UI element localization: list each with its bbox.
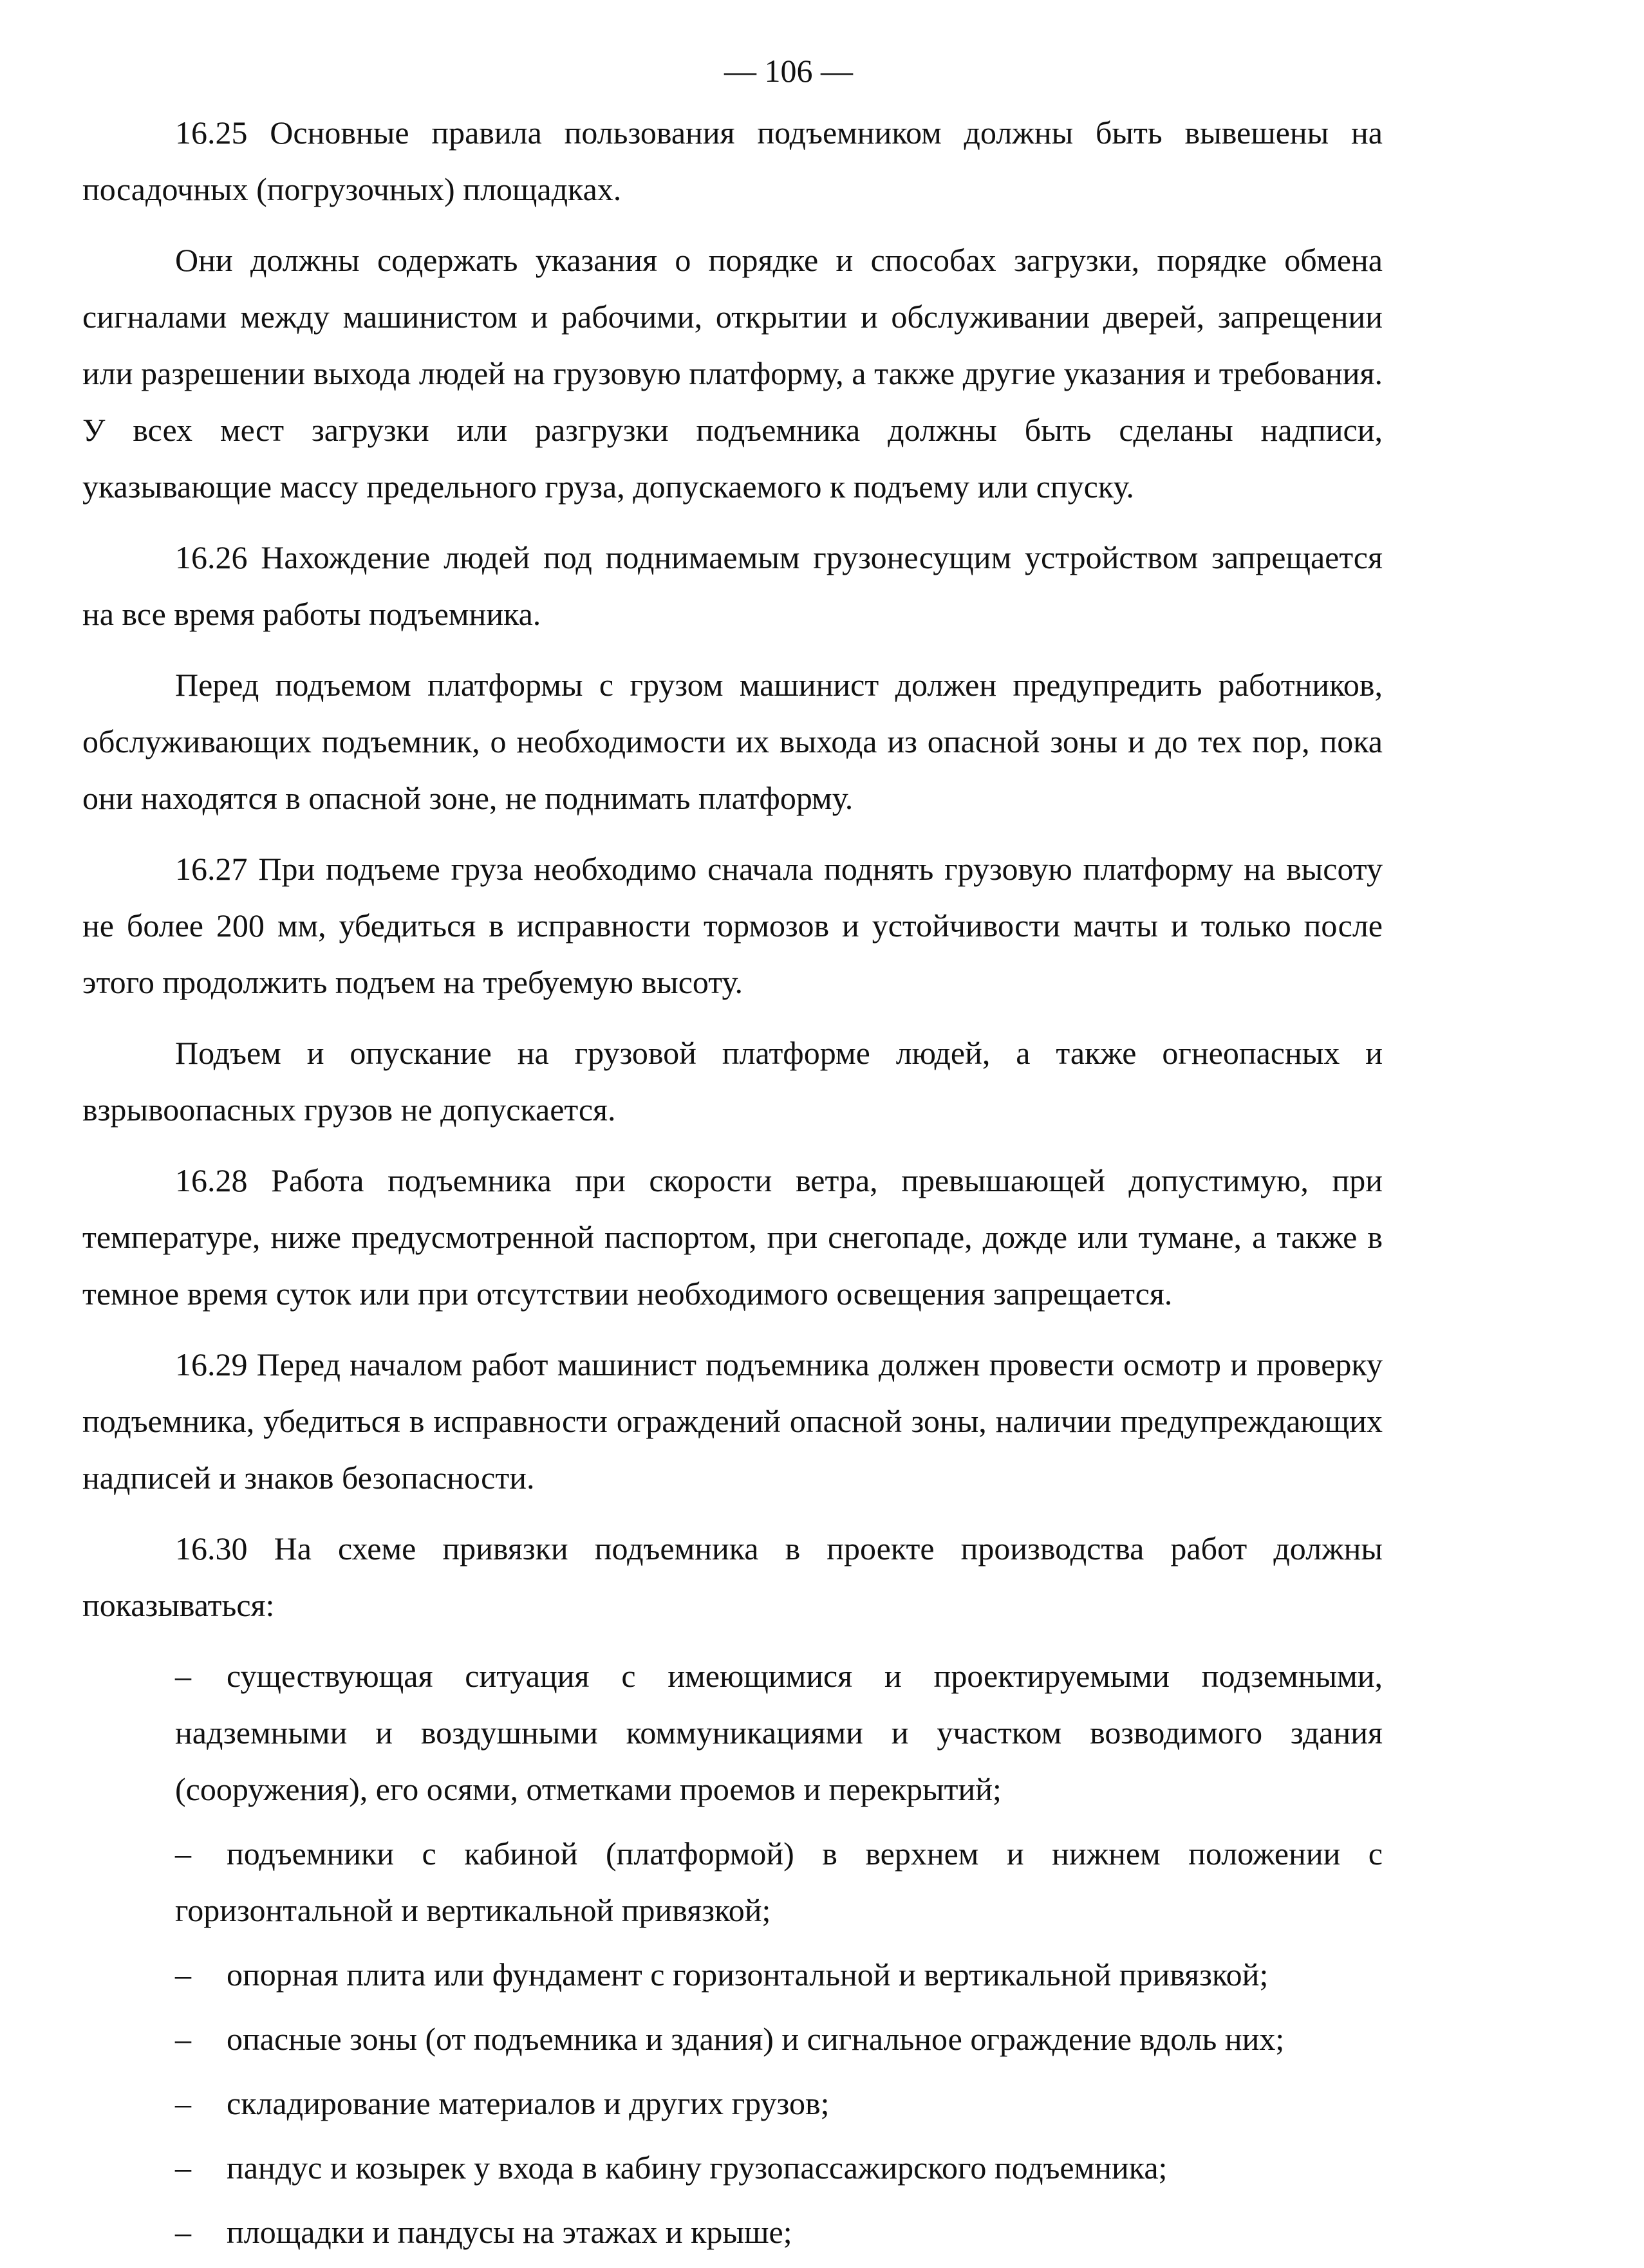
page-number: — 106 — bbox=[724, 53, 853, 89]
list-dash: – bbox=[175, 2214, 191, 2250]
list-item-text: опасные зоны (от подъемника и здания) и сигнальное ограждение вдоль них; bbox=[227, 2021, 1285, 2057]
list-item bbox=[82, 1946, 1383, 2003]
paragraph-warning-workers: Перед подъемом платформы с грузом машинист должен предупредить работников, обслуживающих подъемник, о необходимости их выхода из опасной зоны и до тех пор, пока они находятся в опасной зоне, не поднимать платформу. bbox=[82, 667, 1383, 816]
paragraph-16-25: 16.25 Основные правила пользования подъемником должны быть вывешены на посадочных (погрузочных) площадках. bbox=[82, 115, 1383, 207]
list-dash: – bbox=[175, 2150, 191, 2186]
paragraph-people-transport: Подъем и опускание на грузовой платформе людей, а также огнеопасных и взрывоопасных грузов не допускается. bbox=[82, 1035, 1383, 1128]
list-item-text: площадки и пандусы на этажах и крыше; bbox=[227, 2214, 792, 2250]
paragraph-16-30: 16.30 На схеме привязки подъемника в проекте производства работ должны показываться: bbox=[82, 1530, 1383, 1623]
list-item-text: опорная плита или фундамент с горизонтальной и вертикальной привязкой; bbox=[227, 1957, 1269, 1993]
paragraph-instructions: Они должны содержать указания о порядке и способах загрузки, порядке обмена сигналами между машинистом и рабочими, открытии и обслуживании дверей, запрещении или разрешении выхода людей на грузовую платформу, а также другие указания и требования. У всех мест загрузки или разгрузки подъемника должны быть сделаны надписи, указывающие массу предельного груза, допускаемого к подъему или спуску. bbox=[82, 242, 1383, 505]
list-item-text: пандус и козырек у входа в кабину грузопассажирского подъемника; bbox=[227, 2150, 1168, 2186]
list-item-text: существующая ситуация с имеющимися и проектируемыми подземными, надземными и воздушными коммуникациями и участком возводимого здания (сооружения), его осями, отметками проемов и перекрытий; bbox=[175, 1658, 1383, 1807]
list-item-text: складирование материалов и других грузов; bbox=[227, 2085, 830, 2121]
document-body bbox=[82, 104, 1383, 2268]
list-item-text: подъемники с кабиной (платформой) в верхнем и нижнем положении с горизонтальной и вертикальной привязкой; bbox=[175, 1836, 1383, 1928]
list-item bbox=[82, 2204, 1383, 2260]
list-dash: – bbox=[175, 1836, 191, 1872]
list-dash: – bbox=[175, 1658, 191, 1694]
list-item bbox=[82, 2075, 1383, 2132]
paragraph-16-28: 16.28 Работа подъемника при скорости ветра, превышающей допустимую, при температуре, ниже предусмотренной паспортом, при снегопаде, дожде или тумане, а также в темное время суток или при отсутствии необходимого освещения запрещается. bbox=[82, 1162, 1383, 1312]
list-item bbox=[82, 1648, 1383, 1817]
list-item bbox=[82, 1825, 1383, 1938]
list-dash: – bbox=[175, 2085, 191, 2121]
list-dash: – bbox=[175, 2021, 191, 2057]
paragraph-16-29: 16.29 Перед началом работ машинист подъемника должен провести осмотр и проверку подъемника, убедиться в исправности ограждений опасной зоны, наличии предупреждающих надписей и знаков безопасности. bbox=[82, 1346, 1383, 1496]
list-item bbox=[82, 2011, 1383, 2067]
list-item bbox=[82, 2139, 1383, 2196]
list-dash: – bbox=[175, 1957, 191, 1993]
paragraph-16-27: 16.27 При подъеме груза необходимо сначала поднять грузовую платформу на высоту не более 200 мм, убедиться в исправности тормозов и устойчивости мачты и только после этого продолжить подъем на требуемую высоту. bbox=[82, 851, 1383, 1000]
paragraph-16-26: 16.26 Нахождение людей под поднимаемым грузонесущим устройством запрещается на все время работы подъемника. bbox=[82, 539, 1383, 632]
